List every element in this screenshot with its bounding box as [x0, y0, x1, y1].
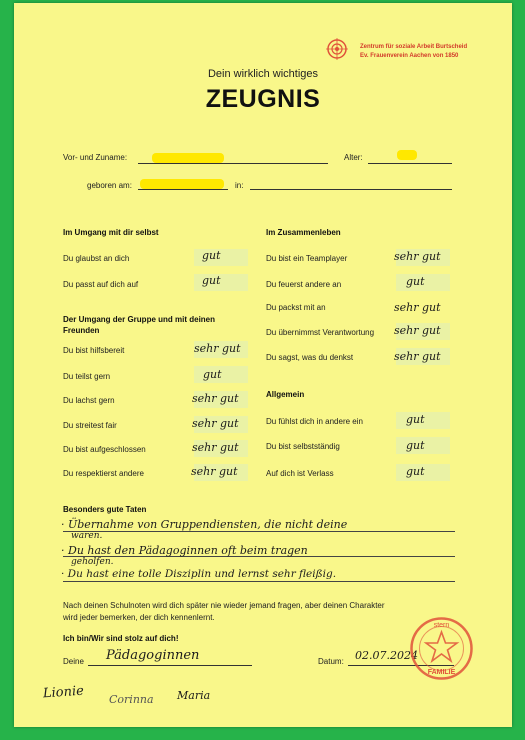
grade-value: sehr gut [192, 417, 239, 430]
section-heading-group: Der Umgang der Gruppe und mit deinen Freunden [63, 315, 216, 335]
self-item-label: Du glaubst an dich [63, 254, 130, 263]
grade-value: sehr gut [394, 324, 441, 337]
age-label: Alter: [344, 153, 363, 162]
grade-value: gut [406, 275, 425, 288]
organization-line-1: Zentrum für soziale Arbeit Burtscheid [360, 44, 468, 50]
grade-value: gut [406, 465, 425, 478]
birthplace-field [250, 179, 452, 190]
certificate-paper [14, 3, 512, 727]
deed-line: geholfen. [71, 557, 114, 567]
grade-value: sehr gut [394, 250, 441, 263]
page-title: ZEUGNIS [205, 85, 321, 113]
date-value: 02.07.2024 [355, 649, 418, 662]
signature-maria: Maria [177, 689, 211, 702]
stamp-bottom-text: FAMILIE [427, 669, 456, 676]
birthplace-label: in: [235, 181, 244, 190]
organization-name [360, 43, 467, 61]
together-item-label: Du feuerst andere an [266, 280, 342, 289]
deed-line: · Du hast den Pädagoginnen oft beim tragen [61, 544, 308, 557]
subtitle: Dein wirklich wichtiges [207, 68, 319, 80]
deed-line: waren. [71, 531, 103, 541]
together-item-label: Du übernimmst Verantwortung [266, 328, 375, 337]
grade-value: gut [202, 274, 221, 287]
grade-value: sehr gut [394, 350, 441, 363]
group-item-label: Du bist aufgeschlossen [63, 445, 146, 454]
grade-value: gut [203, 368, 222, 381]
group-item-label: Du streitest fair [63, 421, 117, 430]
general-item-label: Du fühlst dich in andere ein [266, 417, 363, 426]
proud-statement: Ich bin/Wir sind stolz auf dich! [63, 634, 179, 643]
name-label: Vor- und Zuname: [63, 153, 128, 162]
general-item-label: Du bist selbstständig [266, 442, 340, 451]
date-label: Datum: [318, 657, 344, 666]
age-redaction-marker [397, 150, 417, 160]
grade-value: gut [202, 249, 221, 262]
star-icon [426, 632, 457, 661]
born-redaction-marker [140, 179, 224, 189]
deed-rule [63, 531, 455, 532]
signer-label: Deine [63, 657, 84, 666]
group-item-label: Du bist hilfsbereit [63, 346, 125, 355]
group-item-label: Du respektierst andere [63, 469, 144, 478]
grade-value: gut [406, 413, 425, 426]
grade-value: sehr gut [194, 342, 241, 355]
grade-value: sehr gut [192, 441, 239, 454]
together-item-label: Du packst mit an [266, 303, 326, 312]
together-item-label: Du bist ein Teamplayer [266, 254, 348, 263]
together-item-label: Du sagst, was du denkst [266, 353, 354, 362]
general-item-label: Auf dich ist Verlass [266, 469, 334, 478]
signature-lionie: Lionie [42, 683, 85, 702]
target-logo-icon [326, 38, 348, 60]
deed-line: · Du hast eine tolle Disziplin und lernst sehr fleißig. [61, 568, 337, 580]
footer-text-line-2: wird jeder bemerken, der dich kennenlernt. [63, 613, 215, 622]
section-heading-self: Im Umgang mit dir selbst [63, 228, 159, 237]
section-heading-general: Allgemein [266, 390, 305, 399]
organization-line-2: Ev. Frauenverein Aachen von 1850 [360, 53, 459, 59]
stamp-top-text: stern [433, 622, 450, 629]
section-heading-deeds: Besonders gute Taten [63, 505, 147, 514]
group-item-label: Du teilst gern [63, 372, 111, 381]
grade-value: sehr gut [191, 465, 238, 478]
grade-value: sehr gut [394, 301, 441, 314]
name-redaction-marker [152, 153, 224, 163]
born-label: geboren am: [87, 181, 132, 190]
deed-rule [63, 581, 455, 582]
stern-familie-stamp [409, 616, 474, 681]
grade-value: gut [406, 439, 425, 452]
deed-line: · Übernahme von Gruppendiensten, die nicht deine [61, 518, 348, 531]
signature-corinna: Corinna [109, 693, 154, 706]
self-item-label: Du passt auf dich auf [63, 280, 139, 289]
group-item-label: Du lachst gern [63, 396, 115, 405]
section-heading-together: Im Zusammenleben [266, 228, 341, 237]
footer-text-line-1: Nach deinen Schulnoten wird dich später nie wieder jemand fragen, aber deinen Charakter [63, 601, 385, 610]
grade-value: sehr gut [192, 392, 239, 405]
signer-value: Pädagoginnen [106, 648, 200, 663]
